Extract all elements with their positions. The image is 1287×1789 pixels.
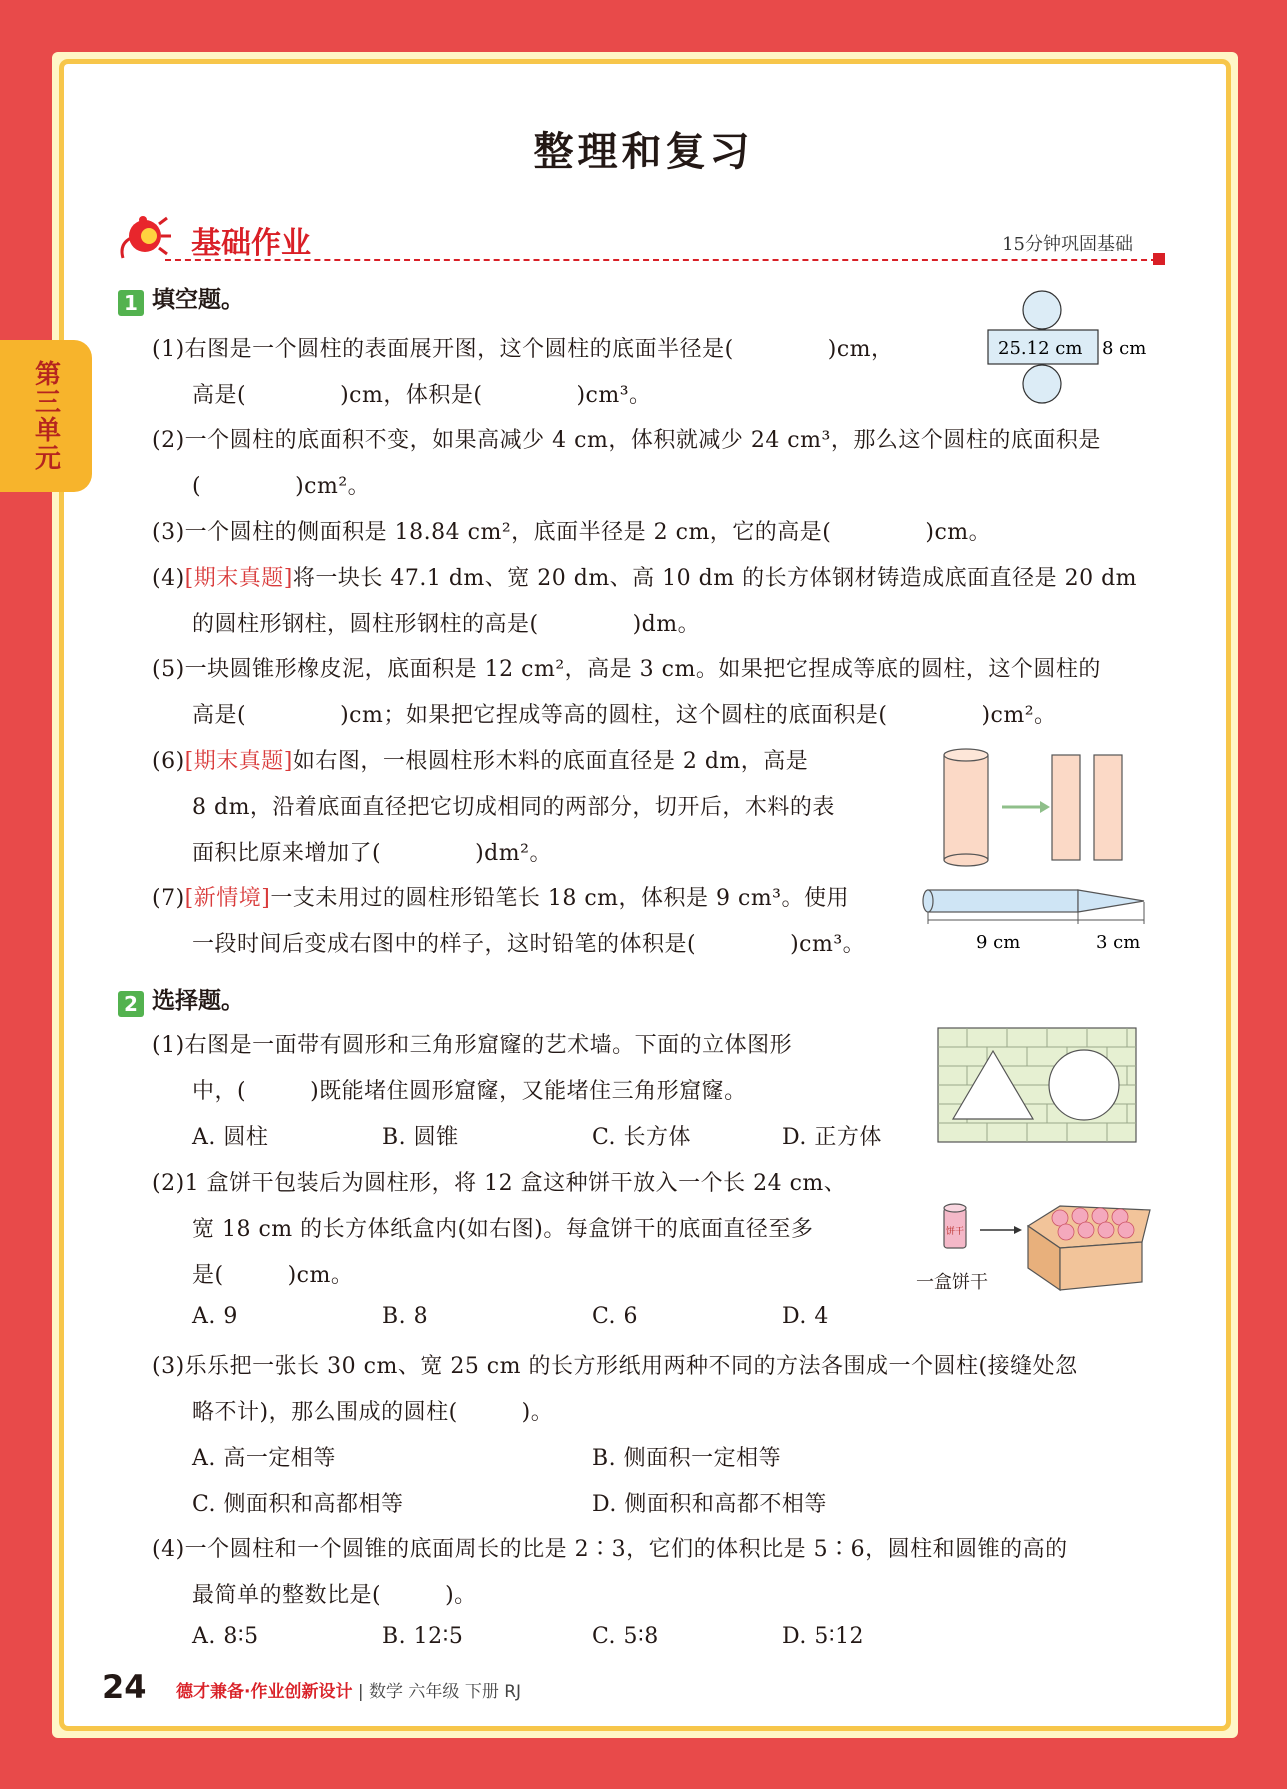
net-height-label: 8 cm (1102, 338, 1147, 359)
q2-1-option-d: D. 正方体 (782, 1125, 882, 1150)
section-divider-end (1153, 253, 1165, 265)
art-wall-figure (937, 1027, 1137, 1143)
q2-1-option-b: B. 圆锥 (382, 1125, 459, 1150)
q2-4-text-c: )。 (445, 1583, 477, 1608)
q1-7-text-c: )cm³。 (790, 932, 866, 957)
q2-heading (118, 982, 244, 1017)
q1-1-text-d: )cm，体积是( (340, 383, 483, 408)
unit-tab-label: 第三单元 (30, 360, 61, 472)
q2-3-option-a: A. 高一定相等 (192, 1446, 336, 1471)
biscuit-caption: 一盒饼干 (916, 1272, 988, 1293)
page-number: 24 (102, 1668, 147, 1706)
q2-title: 选择题。 (152, 988, 244, 1014)
q1-4-text-c: )dm。 (632, 612, 701, 637)
q2-1-text-b: 中，( (192, 1079, 247, 1104)
q1-6-text-a: 如右图，一根圆柱形木料的底面直径是 2 dm，高是 (292, 749, 809, 774)
q2-item3-line2 (192, 1395, 553, 1426)
q1-item5-line2 (192, 698, 1057, 729)
section-header (115, 214, 1165, 264)
q2-number: 2 (118, 991, 144, 1017)
footer-text (176, 1677, 521, 1702)
q2-item2-line1: (2)1 盒饼干包装后为圆柱形，将 12 盒这种饼干放入一个长 24 cm、 (152, 1171, 847, 1196)
section-divider (165, 259, 1157, 261)
q1-7-num: (7) (152, 886, 185, 911)
q2-3-text-b: 略不计)，那么围成的圆柱( (192, 1400, 458, 1425)
q2-1-option-c: C. 长方体 (592, 1125, 692, 1150)
page-title: 整理和复习 (533, 129, 754, 175)
q1-4-num: (4) (152, 566, 185, 591)
q1-6-text-c: 面积比原来增加了( (192, 841, 382, 866)
can-label: 饼干 (946, 1227, 965, 1237)
q1-1-text-a: (1)右图是一个圆柱的表面展开图，这个圆柱的底面半径是( (152, 337, 734, 362)
q2-2-option-c: C. 6 (592, 1304, 639, 1329)
q1-7-text-a: 一支未用过的圆柱形铅笔长 18 cm，体积是 9 cm³。使用 (270, 886, 849, 911)
q1-5-text-d: )cm²。 (981, 703, 1057, 728)
q1-3-text-a: (3)一个圆柱的侧面积是 18.84 cm²，底面半径是 2 cm，它的高是( (152, 520, 832, 545)
q1-1-text-b: )cm， (827, 337, 894, 362)
q2-2-option-d: D. 4 (782, 1304, 829, 1329)
pencil-cone-label: 3 cm (1096, 932, 1141, 953)
q2-item2-line2: 宽 18 cm 的长方体纸盒内(如右图)。每盒饼干的底面直径至多 (192, 1217, 814, 1242)
q2-4-option-b: B. 12∶5 (382, 1624, 464, 1649)
q2-1-text-c: )既能堵住圆形窟窿，又能堵住三角形窟窿。 (310, 1079, 747, 1104)
net-length-label: 25.12 cm (998, 338, 1083, 359)
q2-item2-line3 (192, 1258, 353, 1289)
q2-3-text-c: )。 (521, 1400, 554, 1425)
q2-item1-line2 (192, 1074, 747, 1105)
q1-5-text-c: )cm；如果把它捏成等高的圆柱，这个圆柱的底面积是( (340, 703, 888, 728)
q1-7-tag: [新情境] (184, 886, 271, 911)
q1-item2-line2 (192, 469, 370, 500)
q2-2-option-b: B. 8 (382, 1304, 429, 1329)
q2-2-text-d: )cm。 (287, 1263, 354, 1288)
q1-4-tag: [期末真题] (184, 566, 293, 591)
q2-4-option-a: A. 8∶5 (192, 1624, 259, 1649)
alarm-bell-icon (115, 214, 175, 264)
q1-4-text-a: 将一块长 47.1 dm、宽 20 dm、高 10 dm 的长方体钢材铸造成底面直径是 20 dm (292, 566, 1138, 591)
q2-4-option-d: D. 5∶12 (782, 1624, 865, 1649)
q1-2-text-c: )cm²。 (295, 474, 371, 499)
q2-item4-line2 (192, 1578, 477, 1609)
q1-item6-line3 (192, 836, 552, 867)
q1-6-num: (6) (152, 749, 185, 774)
q2-item1-line1: (1)右图是一面带有圆形和三角形窟窿的艺术墙。下面的立体图形 (152, 1033, 793, 1058)
q2-4-text-b: 最简单的整数比是( (192, 1583, 382, 1608)
q2-4-option-c: C. 5∶8 (592, 1624, 659, 1649)
q1-item2-line1: (2)一个圆柱的底面积不变，如果高减少 4 cm，体积就减少 24 cm³，那么这个圆柱的底面积是 (152, 428, 1101, 453)
q1-item1-line1 (152, 332, 894, 363)
cylinder-net-figure (978, 288, 1148, 406)
q1-item1-line2 (192, 378, 652, 409)
q1-item7-line1 (152, 881, 849, 912)
q2-item4-line1: (4)一个圆柱和一个圆锥的底面周长的比是 2∶3，它们的体积比是 5∶6，圆柱和圆锥的高的 (152, 1537, 1068, 1562)
q1-7-text-b: 一段时间后变成右图中的样子，这时铅笔的体积是( (192, 932, 697, 957)
q1-5-text-b: 高是( (192, 703, 247, 728)
footer-brand: 德才兼备·作业创新设计 (176, 1682, 353, 1702)
q1-item7-line2 (192, 927, 865, 958)
q1-6-tag: [期末真题] (184, 749, 293, 774)
q1-title: 填空题。 (152, 287, 244, 313)
section-label: 基础作业 (191, 226, 311, 261)
q2-3-option-c: C. 侧面积和高都相等 (192, 1492, 404, 1517)
q1-item4-line1 (152, 561, 1137, 592)
q1-1-text-e: )cm³。 (576, 383, 652, 408)
q2-1-option-a: A. 圆柱 (192, 1125, 269, 1150)
q1-heading (118, 281, 244, 316)
q1-3-text-b: )cm。 (925, 520, 992, 545)
pencil-cyl-label: 9 cm (976, 932, 1021, 953)
unit-tab (0, 340, 92, 492)
wood-cylinder-figure (940, 745, 1140, 870)
q2-2-text-c: 是( (192, 1263, 224, 1288)
q1-2-text-b: ( (192, 474, 202, 499)
q2-2-option-a: A. 9 (192, 1304, 238, 1329)
q2-item3-line1: (3)乐乐把一张长 30 cm、宽 25 cm 的长方形纸用两种不同的方法各围成一个圆柱(接缝处忽 (152, 1354, 1078, 1379)
q1-item3-line1 (152, 515, 991, 546)
q1-6-text-d: )dm²。 (475, 841, 552, 866)
q1-item6-line2: 8 dm，沿着底面直径把它切成相同的两部分，切开后，木料的表 (192, 795, 835, 820)
footer-rest: | 数学 六年级 下册 RJ (357, 1682, 522, 1702)
q1-item4-line2 (192, 607, 700, 638)
section-note: 15分钟巩固基础 (1002, 234, 1133, 255)
pencil-figure (920, 882, 1150, 954)
q2-3-option-d: D. 侧面积和高都不相等 (592, 1492, 827, 1517)
q1-4-text-b: 的圆柱形钢柱，圆柱形钢柱的高是( (192, 612, 539, 637)
q1-item5-line1: (5)一块圆锥形橡皮泥，底面积是 12 cm²，高是 3 cm。如果把它捏成等底的圆柱，这个圆柱的 (152, 657, 1101, 682)
q2-3-option-b: B. 侧面积一定相等 (592, 1446, 782, 1471)
q1-1-text-c: 高是( (192, 383, 247, 408)
q1-number: 1 (118, 290, 144, 316)
q1-item6-line1 (152, 744, 808, 775)
